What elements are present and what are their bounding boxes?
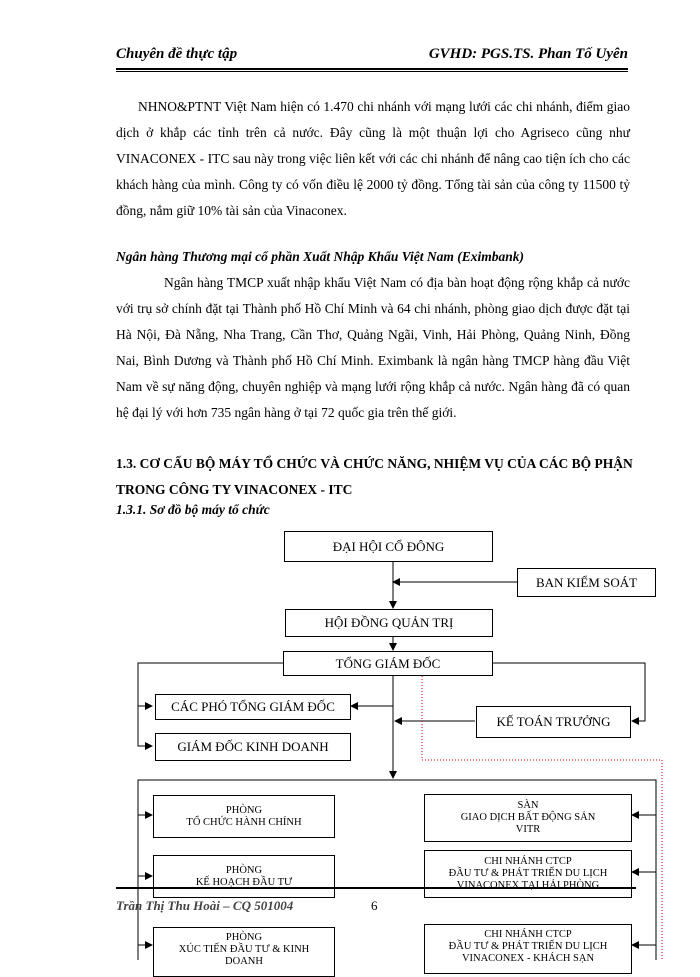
org-box-line: PHÒNG [225,804,263,816]
section-subtitle: 1.3.1. Sơ đồ bộ máy tổ chức [116,502,270,517]
org-box-line: VITR [515,824,541,835]
org-box-line: VINACONEX TẠI HẢI PHÒNG [456,880,600,891]
page-footer [116,892,636,912]
footer-author: Trần Thị Thu Hoài – CQ 501004 [116,898,294,913]
org-dai-hoi-co-dong: ĐẠI HỘI CỔ ĐÔNG [284,531,493,562]
org-phong-to-chuc-hanh-chinh [153,795,335,838]
org-hoi-dong-quan-tri: HỘI ĐỒNG QUẢN TRỊ [285,609,493,637]
org-box-line: CHI NHÁNH CTCP [484,929,572,940]
footer-rule [116,887,636,889]
org-box-line: ĐẦU TƯ & PHÁT TRIỂN DU LỊCH [448,941,608,952]
org-chi-nhanh-khach-san [424,924,632,974]
org-phong-xuc-tien-dau-tu [153,927,335,977]
org-box-line: GIAO DỊCH BẤT ĐỘNG SẢN [460,812,596,823]
org-box-line: SÀN [517,800,539,811]
org-pho-tong-giam-doc: CÁC PHÓ TỔNG GIÁM ĐỐC [155,694,351,720]
org-box-line: DOANH [225,956,263,967]
org-box-line: CHI NHÁNH CTCP [484,856,572,867]
org-giam-doc-kinh-doanh: GIÁM ĐỐC KINH DOANH [155,733,351,761]
org-san-giao-dich-bds [424,794,632,842]
org-tong-giam-doc: TỔNG GIÁM ĐỐC [283,651,493,676]
org-box-line: PHÒNG [225,864,263,876]
org-box-line: KẾ HOẠCH ĐẦU TƯ [195,876,293,888]
header-title: Chuyên đề thực tập [116,46,238,62]
org-box-line: VINACONEX - KHÁCH SẠN [461,953,595,964]
org-box-line: PHÒNG [225,932,263,943]
page-number: 6 [371,898,378,913]
org-box-line: TỔ CHỨC HÀNH CHÍNH [186,816,302,828]
org-box-line: XÚC TIẾN ĐẦU TƯ & KINH [178,944,310,955]
org-ban-kiem-soat: BAN KIỂM SOÁT [517,568,656,597]
org-box-line: ĐẦU TƯ & PHÁT TRIỂN DU LỊCH [448,868,608,879]
org-chi-nhanh-hai-phong [424,850,632,898]
heading-eximbank: Ngân hàng Thương mại cổ phần Xuất Nhập Khẩu Việt Nam (Eximbank) [116,249,525,264]
paragraph-nhno: NHNO&PTNT Việt Nam hiện có 1.470 chi nhánh với mạng lưới các chi nhánh, điểm giao dịch ở khắp các tỉnh trên cả nước. Đây cũng là một thuận lợi cho Agriseco cũng như VINACONEX - ITC sau này trong việc liên kết với các chi nhánh để nâng cao tiện ích cho các khách hàng của mình. Công ty có vốn điều lệ 2000 tỷ đồng. Tổng tài sản của công ty 11500 tỷ đồng, nắm giữ 10% tài sản của Vinaconex. [116,99,630,218]
paragraph-eximbank: Ngân hàng TMCP xuất nhập khẩu Việt Nam có địa bàn hoạt động rộng khắp cả nước với trụ sở chính đặt tại Thành phố Hồ Chí Minh và 64 chi nhánh, phòng giao dịch được đặt tại Hà Nội, Đà Nẵng, Nha Trang, Cần Thơ, Quảng Ngãi, Vinh, Hải Phòng, Quảng Ninh, Đồng Nai, Bình Dương và Thành phố Hồ Chí Minh. Eximbank là ngân hàng TMCP hàng đầu Việt Nam về sự năng động, chuyên nghiệp và mạng lưới rộng khắp cả nước. Ngân hàng đã có quan hệ đại lý với hơn 735 ngân hàng ở tại 72 quốc gia trên thế giới. [116,275,630,420]
org-ke-toan-truong: KẾ TOÁN TRƯỞNG [476,706,631,738]
header-advisor: GVHD: PGS.TS. Phan Tố Uyên [428,46,628,62]
section-title: 1.3. CƠ CẤU BỘ MÁY TỔ CHỨC VÀ CHỨC NĂNG, NHIỆM VỤ CỦA CÁC BỘ PHẬN TRONG CÔNG TY VINACONEX - ITC [116,456,633,497]
